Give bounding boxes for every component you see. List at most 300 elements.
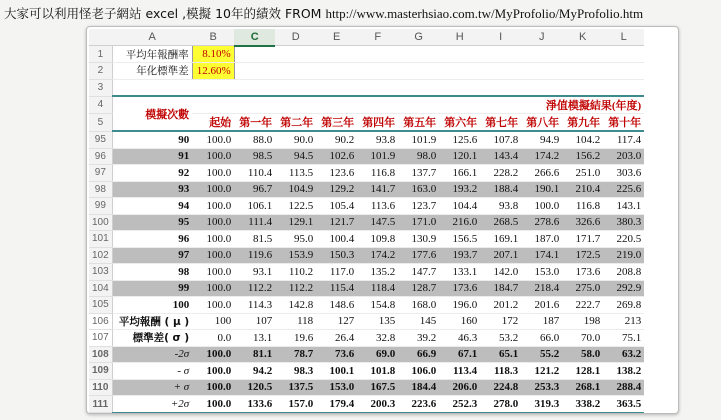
caption-link[interactable]: http://www.masterhsiao.com.tw/MyProfolio/MyProfolio.htm xyxy=(325,6,644,21)
nav-value-cell[interactable]: 153.0 xyxy=(521,264,562,281)
row-number: 108 xyxy=(89,346,112,363)
sigma-value-cell[interactable]: 100.0 xyxy=(192,346,234,363)
sigma-value-cell[interactable]: 319.3 xyxy=(521,396,562,413)
simulation-number[interactable]: 92 xyxy=(112,165,192,182)
nav-value-cell[interactable]: 201.6 xyxy=(521,297,562,314)
nav-value-cell[interactable]: 184.7 xyxy=(480,280,521,297)
sigma-value-cell[interactable]: 184.4 xyxy=(398,379,439,396)
row-number: 95 xyxy=(89,131,112,148)
nav-value-cell[interactable]: 101.9 xyxy=(357,148,398,165)
nav-value-cell[interactable]: 112.2 xyxy=(275,280,316,297)
nav-value-cell[interactable]: 100.0 xyxy=(192,165,234,182)
stat-value-cell[interactable]: 46.3 xyxy=(439,330,480,347)
empty-cell[interactable] xyxy=(275,79,316,96)
spreadsheet-screenshot xyxy=(86,26,679,414)
sigma-value-cell[interactable]: 133.6 xyxy=(234,396,275,413)
empty-cell[interactable] xyxy=(316,63,357,80)
nav-value-cell[interactable]: 156.5 xyxy=(439,231,480,248)
stat-value-cell[interactable]: 53.2 xyxy=(480,330,521,347)
stat-value-cell[interactable]: 198 xyxy=(562,313,603,330)
stat-value-cell[interactable]: 107 xyxy=(234,313,275,330)
nav-value-cell[interactable]: 147.7 xyxy=(398,264,439,281)
sigma-value-cell[interactable]: 121.2 xyxy=(521,363,562,380)
nav-value-cell[interactable]: 142.0 xyxy=(480,264,521,281)
nav-value-cell[interactable]: 90.0 xyxy=(275,131,316,148)
empty-cell[interactable] xyxy=(234,63,275,80)
nav-value-cell[interactable]: 228.2 xyxy=(480,165,521,182)
nav-value-cell[interactable]: 142.8 xyxy=(275,297,316,314)
stat-value-cell[interactable]: 13.1 xyxy=(234,330,275,347)
nav-value-cell[interactable]: 148.6 xyxy=(316,297,357,314)
empty-cell[interactable] xyxy=(234,79,275,96)
nav-value-cell[interactable]: 100.0 xyxy=(192,231,234,248)
nav-value-cell[interactable]: 117.4 xyxy=(603,131,644,148)
nav-value-cell[interactable]: 143.4 xyxy=(480,148,521,165)
nav-value-cell[interactable]: 129.2 xyxy=(316,181,357,198)
simulation-row xyxy=(89,148,644,165)
sigma-value-cell[interactable]: 206.0 xyxy=(439,379,480,396)
year-header: 第六年 xyxy=(439,114,480,132)
nav-value-cell[interactable]: 81.5 xyxy=(234,231,275,248)
simulation-number[interactable]: 93 xyxy=(112,181,192,198)
empty-cell[interactable] xyxy=(603,46,644,63)
nav-value-cell[interactable]: 109.8 xyxy=(357,231,398,248)
nav-value-cell[interactable]: 141.7 xyxy=(357,181,398,198)
nav-value-cell[interactable]: 208.8 xyxy=(603,264,644,281)
nav-value-cell[interactable]: 216.0 xyxy=(439,214,480,231)
nav-value-cell[interactable]: 219.0 xyxy=(603,247,644,264)
nav-value-cell[interactable]: 88.0 xyxy=(234,131,275,148)
stat-value-cell[interactable]: 213 xyxy=(603,313,644,330)
stat-row xyxy=(89,313,644,330)
nav-value-cell[interactable]: 121.7 xyxy=(316,214,357,231)
nav-value-cell[interactable]: 251.0 xyxy=(562,165,603,182)
nav-value-cell[interactable]: 168.0 xyxy=(398,297,439,314)
nav-value-cell[interactable]: 106.1 xyxy=(234,198,275,215)
nav-value-cell[interactable]: 135.2 xyxy=(357,264,398,281)
sigma-value-cell[interactable]: 100.0 xyxy=(192,363,234,380)
empty-cell[interactable] xyxy=(398,46,439,63)
year-header: 第四年 xyxy=(357,114,398,132)
simulation-number[interactable]: 91 xyxy=(112,148,192,165)
stat-value-cell[interactable]: 127 xyxy=(316,313,357,330)
nav-value-cell[interactable]: 98.0 xyxy=(398,148,439,165)
year-header: 第七年 xyxy=(480,114,521,132)
row-number: 96 xyxy=(89,148,112,165)
sigma-value-cell[interactable]: 153.0 xyxy=(316,379,357,396)
simulation-number[interactable]: 95 xyxy=(112,214,192,231)
select-all-corner[interactable] xyxy=(89,29,112,46)
nav-value-cell[interactable]: 112.2 xyxy=(234,280,275,297)
nav-value-cell[interactable]: 133.1 xyxy=(439,264,480,281)
empty-cell[interactable] xyxy=(480,79,521,96)
row-number: 103 xyxy=(89,264,112,281)
simulation-row xyxy=(89,181,644,198)
stat-value-cell[interactable]: 172 xyxy=(480,313,521,330)
nav-value-cell[interactable]: 222.7 xyxy=(562,297,603,314)
nav-value-cell[interactable]: 104.2 xyxy=(562,131,603,148)
empty-cell[interactable] xyxy=(562,63,603,80)
column-header-C[interactable]: C xyxy=(234,29,275,46)
sigma-value-cell[interactable]: 167.5 xyxy=(357,379,398,396)
nav-value-cell[interactable]: 94.9 xyxy=(521,131,562,148)
nav-value-cell[interactable]: 154.8 xyxy=(357,297,398,314)
row-number: 104 xyxy=(89,280,112,297)
column-header-I[interactable]: I xyxy=(480,29,521,46)
sigma-value-cell[interactable]: 100.0 xyxy=(192,396,234,413)
year-header: 第三年 xyxy=(316,114,357,132)
empty-cell[interactable] xyxy=(439,63,480,80)
simulation-number[interactable]: 100 xyxy=(112,297,192,314)
row-number: 5 xyxy=(89,114,112,132)
empty-cell[interactable] xyxy=(357,63,398,80)
nav-value-cell[interactable]: 100.0 xyxy=(192,198,234,215)
simulation-row xyxy=(89,264,644,281)
nav-value-cell[interactable]: 93.8 xyxy=(357,131,398,148)
stat-value-cell[interactable]: 100 xyxy=(192,313,234,330)
empty-cell[interactable] xyxy=(439,79,480,96)
year-header: 第二年 xyxy=(275,114,316,132)
nav-value-cell[interactable]: 380.3 xyxy=(603,214,644,231)
stat-row xyxy=(89,330,644,347)
empty-cell[interactable] xyxy=(357,46,398,63)
row-number: 105 xyxy=(89,297,112,314)
nav-value-cell[interactable]: 110.2 xyxy=(275,264,316,281)
avg-return-label: 平均年報酬率 xyxy=(112,46,192,63)
nav-value-cell[interactable]: 107.8 xyxy=(480,131,521,148)
nav-value-cell[interactable]: 169.1 xyxy=(480,231,521,248)
nav-simulation-title: 淨值模擬結果(年度) xyxy=(234,96,644,114)
empty-cell[interactable] xyxy=(562,46,603,63)
column-header-J[interactable]: J xyxy=(521,29,562,46)
row-number: 101 xyxy=(89,231,112,248)
sigma-value-cell[interactable]: 118.3 xyxy=(480,363,521,380)
nav-value-cell[interactable]: 171.7 xyxy=(562,231,603,248)
nav-value-cell[interactable]: 114.3 xyxy=(234,297,275,314)
row-number: 106 xyxy=(89,313,112,330)
row-number: 4 xyxy=(89,96,112,114)
empty-cell[interactable] xyxy=(357,79,398,96)
stat-value-cell[interactable]: 32.8 xyxy=(357,330,398,347)
empty-cell[interactable] xyxy=(112,79,192,96)
column-header-L[interactable]: L xyxy=(603,29,644,46)
empty-cell xyxy=(192,96,234,114)
sigma-value-cell[interactable]: 288.4 xyxy=(603,379,644,396)
empty-cell[interactable] xyxy=(398,79,439,96)
sigma-value-cell[interactable]: 338.2 xyxy=(562,396,603,413)
sigma-value-cell[interactable]: 113.4 xyxy=(439,363,480,380)
nav-value-cell[interactable]: 122.5 xyxy=(275,198,316,215)
simulation-number[interactable]: 94 xyxy=(112,198,192,215)
sigma-value-cell[interactable]: 224.8 xyxy=(480,379,521,396)
empty-cell[interactable] xyxy=(521,63,562,80)
nav-value-cell[interactable]: 177.6 xyxy=(398,247,439,264)
nav-value-cell[interactable]: 156.2 xyxy=(562,148,603,165)
nav-value-cell[interactable]: 100.0 xyxy=(192,214,234,231)
simulation-count-header: 模擬次數 xyxy=(112,96,192,131)
nav-value-cell[interactable]: 278.6 xyxy=(521,214,562,231)
sigma-value-cell[interactable]: 98.3 xyxy=(275,363,316,380)
sigma-value-cell[interactable]: 179.4 xyxy=(316,396,357,413)
sigma-value-cell[interactable]: 106.0 xyxy=(398,363,439,380)
nav-value-cell[interactable]: 118.4 xyxy=(357,280,398,297)
nav-value-cell[interactable]: 119.6 xyxy=(234,247,275,264)
nav-value-cell[interactable]: 98.5 xyxy=(234,148,275,165)
column-header-G[interactable]: G xyxy=(398,29,439,46)
empty-cell[interactable] xyxy=(316,79,357,96)
empty-cell[interactable] xyxy=(603,63,644,80)
nav-value-cell[interactable]: 220.5 xyxy=(603,231,644,248)
sigma-label: - σ xyxy=(112,363,192,380)
nav-value-cell[interactable]: 173.6 xyxy=(562,264,603,281)
stat-value-cell[interactable]: 75.1 xyxy=(603,330,644,347)
nav-value-cell[interactable]: 96.7 xyxy=(234,181,275,198)
stat-value-cell[interactable]: 145 xyxy=(398,313,439,330)
nav-value-cell[interactable]: 268.5 xyxy=(480,214,521,231)
nav-value-cell[interactable]: 100.4 xyxy=(316,231,357,248)
nav-value-cell[interactable]: 113.6 xyxy=(357,198,398,215)
nav-value-cell[interactable]: 93.8 xyxy=(480,198,521,215)
nav-value-cell[interactable]: 225.6 xyxy=(603,181,644,198)
nav-value-cell[interactable]: 110.4 xyxy=(234,165,275,182)
simulation-number[interactable]: 96 xyxy=(112,231,192,248)
column-header-E[interactable]: E xyxy=(316,29,357,46)
stat-value-cell[interactable]: 26.4 xyxy=(316,330,357,347)
nav-value-cell[interactable]: 193.2 xyxy=(439,181,480,198)
nav-value-cell[interactable]: 113.5 xyxy=(275,165,316,182)
column-header-K[interactable]: K xyxy=(562,29,603,46)
year-header: 第五年 xyxy=(398,114,439,132)
nav-value-cell[interactable]: 275.0 xyxy=(562,280,603,297)
nav-value-cell[interactable]: 120.1 xyxy=(439,148,480,165)
simulation-number[interactable]: 97 xyxy=(112,247,192,264)
sigma-value-cell[interactable]: 363.5 xyxy=(603,396,644,413)
stat-value-cell[interactable]: 187 xyxy=(521,313,562,330)
stat-value-cell[interactable]: 19.6 xyxy=(275,330,316,347)
nav-value-cell[interactable]: 303.6 xyxy=(603,165,644,182)
empty-cell[interactable] xyxy=(480,63,521,80)
sigma-value-cell[interactable]: 138.2 xyxy=(603,363,644,380)
nav-value-cell[interactable]: 269.8 xyxy=(603,297,644,314)
empty-cell[interactable] xyxy=(316,46,357,63)
nav-value-cell[interactable]: 116.8 xyxy=(357,165,398,182)
stat-value-cell[interactable]: 160 xyxy=(439,313,480,330)
sigma-value-cell[interactable]: 200.3 xyxy=(357,396,398,413)
nav-value-cell[interactable]: 174.1 xyxy=(521,247,562,264)
sigma-value-cell[interactable]: 100.0 xyxy=(192,379,234,396)
nav-value-cell[interactable]: 153.9 xyxy=(275,247,316,264)
stat-value-cell[interactable]: 66.0 xyxy=(521,330,562,347)
simulation-row xyxy=(89,231,644,248)
spreadsheet-grid xyxy=(89,29,644,414)
column-header-H[interactable]: H xyxy=(439,29,480,46)
stat-value-cell[interactable]: 70.0 xyxy=(562,330,603,347)
sigma-label: -2σ xyxy=(112,346,192,363)
column-header-row xyxy=(89,29,644,46)
nav-value-cell[interactable]: 94.5 xyxy=(275,148,316,165)
nav-value-cell[interactable]: 174.2 xyxy=(357,247,398,264)
nav-value-cell[interactable]: 111.4 xyxy=(234,214,275,231)
sigma-value-cell[interactable]: 157.0 xyxy=(275,396,316,413)
sigma-value-cell[interactable]: 253.3 xyxy=(521,379,562,396)
nav-value-cell[interactable]: 196.0 xyxy=(439,297,480,314)
sigma-label: + σ xyxy=(112,379,192,396)
simulation-row xyxy=(89,131,644,148)
empty-cell[interactable] xyxy=(275,63,316,80)
empty-cell[interactable] xyxy=(480,46,521,63)
simulation-number[interactable]: 98 xyxy=(112,264,192,281)
sigma-value-cell[interactable]: 73.6 xyxy=(316,346,357,363)
empty-cell[interactable] xyxy=(439,46,480,63)
empty-cell[interactable] xyxy=(521,46,562,63)
nav-value-cell[interactable]: 190.1 xyxy=(521,181,562,198)
nav-value-cell[interactable]: 174.2 xyxy=(521,148,562,165)
year-header: 第一年 xyxy=(234,114,275,132)
nav-value-cell[interactable]: 125.6 xyxy=(439,131,480,148)
nav-value-cell[interactable]: 292.9 xyxy=(603,280,644,297)
nav-value-cell[interactable]: 93.1 xyxy=(234,264,275,281)
stat-value-cell[interactable]: 0.0 xyxy=(192,330,234,347)
sheet-row xyxy=(89,46,644,63)
std-dev-label: 年化標準差 xyxy=(112,63,192,80)
empty-cell[interactable] xyxy=(275,46,316,63)
nav-value-cell[interactable]: 123.7 xyxy=(398,198,439,215)
empty-cell[interactable] xyxy=(234,46,275,63)
nav-value-cell[interactable]: 147.5 xyxy=(357,214,398,231)
nav-value-cell[interactable]: 163.0 xyxy=(398,181,439,198)
nav-value-cell[interactable]: 326.6 xyxy=(562,214,603,231)
simulation-number[interactable]: 90 xyxy=(112,131,192,148)
nav-value-cell[interactable]: 90.2 xyxy=(316,131,357,148)
simulation-row xyxy=(89,280,644,297)
sigma-value-cell[interactable]: 67.1 xyxy=(439,346,480,363)
std-dev-value[interactable]: 12.60% xyxy=(192,63,234,80)
sigma-value-cell[interactable]: 69.0 xyxy=(357,346,398,363)
sigma-value-cell[interactable]: 120.5 xyxy=(234,379,275,396)
nav-value-cell[interactable]: 100.0 xyxy=(192,181,234,198)
nav-value-cell[interactable]: 130.9 xyxy=(398,231,439,248)
nav-value-cell[interactable]: 188.4 xyxy=(480,181,521,198)
nav-value-cell[interactable]: 201.2 xyxy=(480,297,521,314)
sigma-value-cell[interactable]: 65.1 xyxy=(480,346,521,363)
column-header-F[interactable]: F xyxy=(357,29,398,46)
nav-value-cell[interactable]: 100.0 xyxy=(192,131,234,148)
sigma-value-cell[interactable]: 223.6 xyxy=(398,396,439,413)
header-row-1 xyxy=(89,96,644,114)
sigma-value-cell[interactable]: 137.5 xyxy=(275,379,316,396)
simulation-row xyxy=(89,198,644,215)
nav-value-cell[interactable]: 117.0 xyxy=(316,264,357,281)
column-header-B[interactable]: B xyxy=(192,29,234,46)
sigma-row xyxy=(89,363,644,380)
nav-value-cell[interactable]: 128.7 xyxy=(398,280,439,297)
sigma-value-cell[interactable]: 81.1 xyxy=(234,346,275,363)
nav-value-cell[interactable]: 210.4 xyxy=(562,181,603,198)
nav-value-cell[interactable]: 129.1 xyxy=(275,214,316,231)
sigma-value-cell[interactable]: 268.1 xyxy=(562,379,603,396)
empty-cell[interactable] xyxy=(521,79,562,96)
column-header-A[interactable]: A xyxy=(112,29,192,46)
nav-value-cell[interactable]: 187.0 xyxy=(521,231,562,248)
nav-value-cell[interactable]: 100.0 xyxy=(192,247,234,264)
nav-value-cell[interactable]: 95.0 xyxy=(275,231,316,248)
row-number: 98 xyxy=(89,181,112,198)
sigma-value-cell[interactable]: 63.2 xyxy=(603,346,644,363)
nav-value-cell[interactable]: 123.6 xyxy=(316,165,357,182)
empty-cell[interactable] xyxy=(398,63,439,80)
nav-value-cell[interactable]: 105.4 xyxy=(316,198,357,215)
nav-value-cell[interactable]: 218.4 xyxy=(521,280,562,297)
sigma-value-cell[interactable]: 101.8 xyxy=(357,363,398,380)
mean-return-label: 平均報酬 ( μ ) xyxy=(112,313,192,330)
nav-value-cell[interactable]: 166.1 xyxy=(439,165,480,182)
row-number: 3 xyxy=(89,79,112,96)
year-header: 第十年 xyxy=(603,114,644,132)
nav-value-cell[interactable]: 143.1 xyxy=(603,198,644,215)
nav-value-cell[interactable]: 266.6 xyxy=(521,165,562,182)
avg-return-value[interactable]: 8.10% xyxy=(192,46,234,63)
nav-value-cell[interactable]: 100.0 xyxy=(192,148,234,165)
post-caption xyxy=(4,4,643,22)
sigma-value-cell[interactable]: 58.0 xyxy=(562,346,603,363)
nav-value-cell[interactable]: 100.0 xyxy=(192,264,234,281)
nav-value-cell[interactable]: 104.4 xyxy=(439,198,480,215)
nav-value-cell[interactable]: 150.3 xyxy=(316,247,357,264)
sigma-value-cell[interactable]: 66.9 xyxy=(398,346,439,363)
nav-value-cell[interactable]: 100.0 xyxy=(192,280,234,297)
row-number: 2 xyxy=(89,63,112,80)
nav-value-cell[interactable]: 173.6 xyxy=(439,280,480,297)
nav-value-cell[interactable]: 101.9 xyxy=(398,131,439,148)
nav-value-cell[interactable]: 171.0 xyxy=(398,214,439,231)
stat-value-cell[interactable]: 135 xyxy=(357,313,398,330)
sigma-value-cell[interactable]: 78.7 xyxy=(275,346,316,363)
year-header: 起始 xyxy=(192,114,234,132)
empty-cell[interactable] xyxy=(562,79,603,96)
sigma-value-cell[interactable]: 55.2 xyxy=(521,346,562,363)
nav-value-cell[interactable]: 207.1 xyxy=(480,247,521,264)
sigma-row xyxy=(89,396,644,413)
sigma-value-cell[interactable]: 252.3 xyxy=(439,396,480,413)
stat-value-cell[interactable]: 39.2 xyxy=(398,330,439,347)
row-number: 110 xyxy=(89,379,112,396)
sigma-row xyxy=(89,346,644,363)
nav-value-cell[interactable]: 203.0 xyxy=(603,148,644,165)
sigma-value-cell[interactable]: 100.1 xyxy=(316,363,357,380)
sheet-row xyxy=(89,79,644,96)
nav-value-cell[interactable]: 172.5 xyxy=(562,247,603,264)
caption-text: 大家可以利用怪老子網站 excel ,模擬 10年的績效 FROM xyxy=(4,6,326,21)
empty-cell[interactable] xyxy=(603,79,644,96)
nav-value-cell[interactable]: 193.7 xyxy=(439,247,480,264)
simulation-number[interactable]: 99 xyxy=(112,280,192,297)
nav-value-cell[interactable]: 137.7 xyxy=(398,165,439,182)
column-header-D[interactable]: D xyxy=(275,29,316,46)
nav-value-cell[interactable]: 100.0 xyxy=(192,297,234,314)
row-number: 99 xyxy=(89,198,112,215)
nav-value-cell[interactable]: 100.0 xyxy=(521,198,562,215)
sigma-value-cell[interactable]: 128.1 xyxy=(562,363,603,380)
nav-value-cell[interactable]: 116.8 xyxy=(562,198,603,215)
nav-value-cell[interactable]: 102.6 xyxy=(316,148,357,165)
sigma-value-cell[interactable]: 278.0 xyxy=(480,396,521,413)
sigma-row xyxy=(89,379,644,396)
nav-value-cell[interactable]: 115.4 xyxy=(316,280,357,297)
stat-value-cell[interactable]: 118 xyxy=(275,313,316,330)
sigma-value-cell[interactable]: 94.2 xyxy=(234,363,275,380)
nav-value-cell[interactable]: 104.9 xyxy=(275,181,316,198)
empty-cell[interactable] xyxy=(192,79,234,96)
